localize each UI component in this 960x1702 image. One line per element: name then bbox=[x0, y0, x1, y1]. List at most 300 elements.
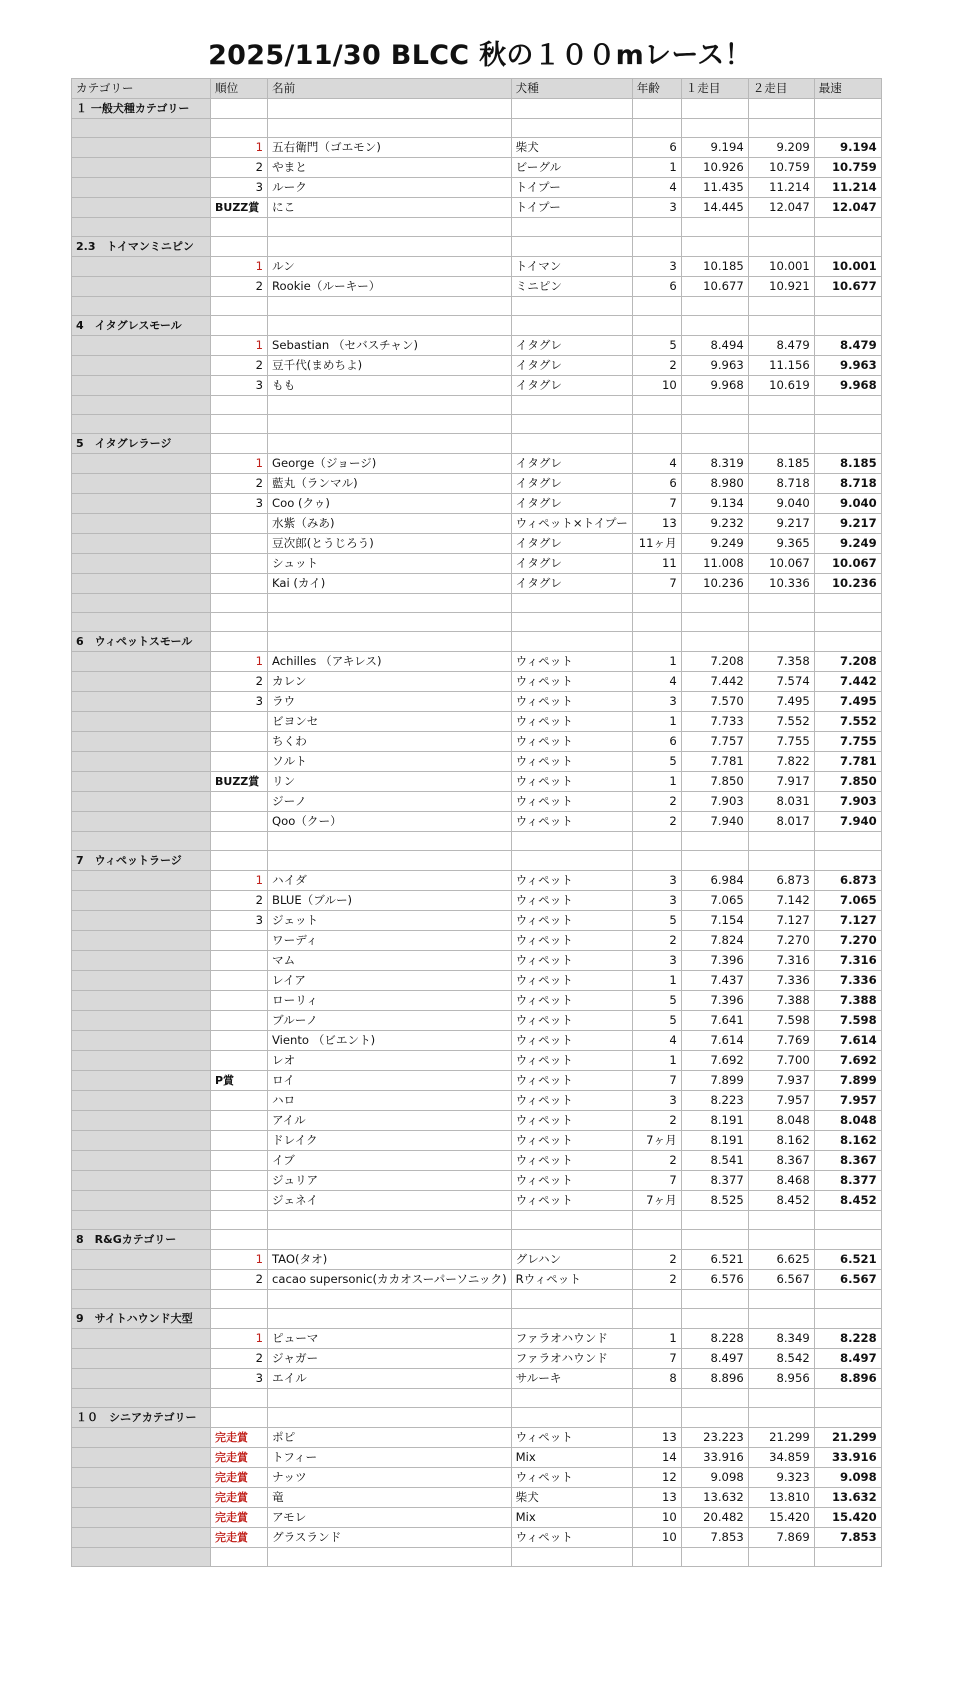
cell-category bbox=[72, 752, 211, 772]
cell-name bbox=[268, 613, 512, 632]
cell-breed: イタグレ bbox=[511, 376, 632, 396]
cell-rank bbox=[211, 1290, 268, 1309]
cell-category bbox=[72, 1131, 211, 1151]
cell-breed: イタグレ bbox=[511, 554, 632, 574]
cell-rank: 2 bbox=[211, 356, 268, 376]
cell-best bbox=[814, 832, 881, 851]
cell-category bbox=[72, 792, 211, 812]
cell-name: TAO(タオ) bbox=[268, 1250, 512, 1270]
cell-rank bbox=[211, 632, 268, 652]
cell-age: 3 bbox=[632, 871, 681, 891]
cell-run1 bbox=[681, 1290, 748, 1309]
cell-age: 1 bbox=[632, 652, 681, 672]
cell-age: 2 bbox=[632, 1111, 681, 1131]
cell-rank bbox=[211, 712, 268, 732]
cell-rank bbox=[211, 574, 268, 594]
cell-rank: 1 bbox=[211, 257, 268, 277]
cell-name: ジュリア bbox=[268, 1171, 512, 1191]
cell-run2: 10.921 bbox=[748, 277, 814, 297]
cell-best: 7.316 bbox=[814, 951, 881, 971]
cell-run2 bbox=[748, 218, 814, 237]
cell-best bbox=[814, 632, 881, 652]
cell-rank bbox=[211, 1031, 268, 1051]
cell-age: 1 bbox=[632, 971, 681, 991]
cell-best: 7.442 bbox=[814, 672, 881, 692]
cell-breed: ウィペット bbox=[511, 792, 632, 812]
cell-rank: 2 bbox=[211, 1349, 268, 1369]
cell-rank bbox=[211, 1389, 268, 1408]
cell-category bbox=[72, 1270, 211, 1290]
cell-category bbox=[72, 613, 211, 632]
cell-category bbox=[72, 336, 211, 356]
cell-run2: 7.552 bbox=[748, 712, 814, 732]
table-row bbox=[72, 336, 882, 356]
cell-run2: 6.873 bbox=[748, 871, 814, 891]
cell-breed bbox=[511, 434, 632, 454]
cell-name: BLUE（ブルー) bbox=[268, 891, 512, 911]
cell-run1: 11.008 bbox=[681, 554, 748, 574]
cell-run1: 7.570 bbox=[681, 692, 748, 712]
cell-best: 8.377 bbox=[814, 1171, 881, 1191]
cell-run2: 8.479 bbox=[748, 336, 814, 356]
header-name: 名前 bbox=[268, 79, 512, 99]
table-row bbox=[72, 514, 882, 534]
table-row bbox=[72, 1468, 882, 1488]
table-row bbox=[72, 138, 882, 158]
cell-best bbox=[814, 851, 881, 871]
cell-run1: 23.223 bbox=[681, 1428, 748, 1448]
cell-run1 bbox=[681, 1548, 748, 1567]
empty-row bbox=[72, 832, 882, 851]
empty-row bbox=[72, 1290, 882, 1309]
cell-name: ビヨンセ bbox=[268, 712, 512, 732]
cell-category bbox=[72, 554, 211, 574]
cell-name: ソルト bbox=[268, 752, 512, 772]
cell-category bbox=[72, 277, 211, 297]
cell-run2 bbox=[748, 1211, 814, 1230]
cell-rank bbox=[211, 1191, 268, 1211]
cell-category bbox=[72, 218, 211, 237]
cell-run1: 7.824 bbox=[681, 931, 748, 951]
cell-category bbox=[72, 891, 211, 911]
category-row bbox=[72, 632, 882, 652]
cell-rank: 3 bbox=[211, 376, 268, 396]
cell-name bbox=[268, 218, 512, 237]
cell-run2: 10.001 bbox=[748, 257, 814, 277]
cell-run1 bbox=[681, 1211, 748, 1230]
cell-run1 bbox=[681, 237, 748, 257]
cell-rank bbox=[211, 534, 268, 554]
table-row bbox=[72, 891, 882, 911]
cell-rank: 1 bbox=[211, 454, 268, 474]
cell-run1: 7.396 bbox=[681, 951, 748, 971]
cell-age bbox=[632, 1408, 681, 1428]
cell-best: 9.098 bbox=[814, 1468, 881, 1488]
cell-run2: 8.162 bbox=[748, 1131, 814, 1151]
table-row bbox=[72, 991, 882, 1011]
cell-best: 7.850 bbox=[814, 772, 881, 792]
table-row bbox=[72, 951, 882, 971]
cell-breed: ウィペット bbox=[511, 712, 632, 732]
cell-breed bbox=[511, 851, 632, 871]
empty-row bbox=[72, 1548, 882, 1567]
table-row bbox=[72, 1250, 882, 1270]
cell-name bbox=[268, 99, 512, 119]
cell-rank: P賞 bbox=[211, 1071, 268, 1091]
cell-category bbox=[72, 1548, 211, 1567]
cell-run2 bbox=[748, 434, 814, 454]
cell-category bbox=[72, 396, 211, 415]
cell-name: レイア bbox=[268, 971, 512, 991]
table-row bbox=[72, 871, 882, 891]
cell-age: 2 bbox=[632, 1250, 681, 1270]
cell-rank bbox=[211, 1211, 268, 1230]
cell-name: ワーディ bbox=[268, 931, 512, 951]
category-row bbox=[72, 1230, 882, 1250]
cell-age bbox=[632, 237, 681, 257]
cell-run1: 7.396 bbox=[681, 991, 748, 1011]
table-row bbox=[72, 772, 882, 792]
cell-run2: 8.718 bbox=[748, 474, 814, 494]
table-row bbox=[72, 812, 882, 832]
table-row bbox=[72, 1349, 882, 1369]
cell-category bbox=[72, 1448, 211, 1468]
cell-run2: 7.957 bbox=[748, 1091, 814, 1111]
cell-run1 bbox=[681, 613, 748, 632]
cell-run2: 7.336 bbox=[748, 971, 814, 991]
cell-breed: ウィペット bbox=[511, 951, 632, 971]
cell-category bbox=[72, 1171, 211, 1191]
category-row bbox=[72, 99, 882, 119]
cell-rank bbox=[211, 991, 268, 1011]
cell-run2 bbox=[748, 297, 814, 316]
cell-breed bbox=[511, 316, 632, 336]
cell-run2: 9.323 bbox=[748, 1468, 814, 1488]
cell-age bbox=[632, 415, 681, 434]
cell-category bbox=[72, 812, 211, 832]
cell-rank: 2 bbox=[211, 474, 268, 494]
cell-best: 7.692 bbox=[814, 1051, 881, 1071]
empty-row bbox=[72, 396, 882, 415]
cell-rank: 2 bbox=[211, 277, 268, 297]
cell-run2: 7.869 bbox=[748, 1528, 814, 1548]
cell-rank: 2 bbox=[211, 672, 268, 692]
cell-best bbox=[814, 434, 881, 454]
cell-run2 bbox=[748, 594, 814, 613]
cell-name: もも bbox=[268, 376, 512, 396]
cell-name bbox=[268, 632, 512, 652]
table-row bbox=[72, 1091, 882, 1111]
table-row bbox=[72, 1528, 882, 1548]
cell-run2 bbox=[748, 832, 814, 851]
cell-best: 15.420 bbox=[814, 1508, 881, 1528]
cell-rank: 1 bbox=[211, 138, 268, 158]
cell-category: 2.3 トイマンミニピン bbox=[72, 237, 211, 257]
cell-breed: ビーグル bbox=[511, 158, 632, 178]
cell-run1: 7.781 bbox=[681, 752, 748, 772]
cell-best: 9.963 bbox=[814, 356, 881, 376]
cell-rank bbox=[211, 792, 268, 812]
cell-best: 9.194 bbox=[814, 138, 881, 158]
cell-run1: 8.497 bbox=[681, 1349, 748, 1369]
cell-name: 豆次郎(とうじろう) bbox=[268, 534, 512, 554]
cell-run2: 11.156 bbox=[748, 356, 814, 376]
cell-rank: 1 bbox=[211, 336, 268, 356]
cell-age: 6 bbox=[632, 474, 681, 494]
cell-age: 3 bbox=[632, 257, 681, 277]
header-category: カテゴリー bbox=[72, 79, 211, 99]
cell-name: ルン bbox=[268, 257, 512, 277]
cell-age: 3 bbox=[632, 1091, 681, 1111]
cell-best bbox=[814, 1230, 881, 1250]
cell-run2: 7.388 bbox=[748, 991, 814, 1011]
cell-breed: Mix bbox=[511, 1508, 632, 1528]
cell-category bbox=[72, 514, 211, 534]
cell-category bbox=[72, 158, 211, 178]
cell-run1: 10.926 bbox=[681, 158, 748, 178]
cell-name: ブルーノ bbox=[268, 1011, 512, 1031]
cell-age: 10 bbox=[632, 376, 681, 396]
cell-breed: トイプー bbox=[511, 178, 632, 198]
cell-age bbox=[632, 632, 681, 652]
cell-name bbox=[268, 1290, 512, 1309]
cell-name: George（ジョージ) bbox=[268, 454, 512, 474]
header-run1: １走目 bbox=[681, 79, 748, 99]
cell-run2: 21.299 bbox=[748, 1428, 814, 1448]
cell-run1: 20.482 bbox=[681, 1508, 748, 1528]
cell-best: 6.873 bbox=[814, 871, 881, 891]
cell-age: 7 bbox=[632, 1349, 681, 1369]
cell-run2: 34.859 bbox=[748, 1448, 814, 1468]
category-row bbox=[72, 434, 882, 454]
cell-run2: 15.420 bbox=[748, 1508, 814, 1528]
table-row bbox=[72, 356, 882, 376]
cell-name: カレン bbox=[268, 672, 512, 692]
cell-rank bbox=[211, 396, 268, 415]
cell-run2: 7.142 bbox=[748, 891, 814, 911]
cell-rank: 1 bbox=[211, 652, 268, 672]
cell-breed: ウィペット bbox=[511, 672, 632, 692]
cell-name: ドレイク bbox=[268, 1131, 512, 1151]
cell-rank bbox=[211, 1309, 268, 1329]
cell-run1: 8.377 bbox=[681, 1171, 748, 1191]
table-row bbox=[72, 732, 882, 752]
cell-category bbox=[72, 732, 211, 752]
table-body bbox=[72, 99, 882, 1567]
cell-breed: ウィペット bbox=[511, 991, 632, 1011]
cell-name bbox=[268, 396, 512, 415]
header-age: 年齢 bbox=[632, 79, 681, 99]
cell-category bbox=[72, 1428, 211, 1448]
cell-breed: ファラオハウンド bbox=[511, 1329, 632, 1349]
cell-rank bbox=[211, 812, 268, 832]
cell-run2: 7.495 bbox=[748, 692, 814, 712]
cell-name: ジェット bbox=[268, 911, 512, 931]
table-row bbox=[72, 534, 882, 554]
cell-rank bbox=[211, 613, 268, 632]
table-row bbox=[72, 1369, 882, 1389]
cell-rank: 完走賞 bbox=[211, 1448, 268, 1468]
cell-category bbox=[72, 376, 211, 396]
cell-rank: 2 bbox=[211, 1270, 268, 1290]
table-row bbox=[72, 554, 882, 574]
cell-breed bbox=[511, 99, 632, 119]
cell-name bbox=[268, 119, 512, 138]
cell-rank: 2 bbox=[211, 158, 268, 178]
cell-run1: 13.632 bbox=[681, 1488, 748, 1508]
cell-breed bbox=[511, 832, 632, 851]
category-row bbox=[72, 316, 882, 336]
cell-best bbox=[814, 396, 881, 415]
category-row bbox=[72, 237, 882, 257]
cell-run2 bbox=[748, 1309, 814, 1329]
cell-age: 1 bbox=[632, 1329, 681, 1349]
cell-category bbox=[72, 1071, 211, 1091]
empty-row bbox=[72, 1211, 882, 1230]
cell-name: ジェネイ bbox=[268, 1191, 512, 1211]
cell-run1: 9.963 bbox=[681, 356, 748, 376]
cell-run2: 10.619 bbox=[748, 376, 814, 396]
table-row bbox=[72, 1051, 882, 1071]
cell-best: 7.899 bbox=[814, 1071, 881, 1091]
cell-run1 bbox=[681, 832, 748, 851]
cell-name: アモレ bbox=[268, 1508, 512, 1528]
cell-name bbox=[268, 594, 512, 613]
cell-run1: 7.614 bbox=[681, 1031, 748, 1051]
cell-rank bbox=[211, 971, 268, 991]
cell-run2 bbox=[748, 396, 814, 415]
cell-category bbox=[72, 198, 211, 218]
cell-breed: Mix bbox=[511, 1448, 632, 1468]
cell-rank: BUZZ賞 bbox=[211, 198, 268, 218]
cell-age: 10 bbox=[632, 1508, 681, 1528]
cell-category bbox=[72, 1528, 211, 1548]
cell-best: 7.208 bbox=[814, 652, 881, 672]
cell-run2: 7.700 bbox=[748, 1051, 814, 1071]
cell-name bbox=[268, 434, 512, 454]
cell-age: 3 bbox=[632, 891, 681, 911]
cell-breed bbox=[511, 594, 632, 613]
cell-rank: 完走賞 bbox=[211, 1528, 268, 1548]
cell-age: 3 bbox=[632, 692, 681, 712]
category-row bbox=[72, 1309, 882, 1329]
cell-rank bbox=[211, 119, 268, 138]
cell-best: 10.759 bbox=[814, 158, 881, 178]
cell-rank bbox=[211, 415, 268, 434]
cell-name: ローリィ bbox=[268, 991, 512, 1011]
cell-breed: ウィペット bbox=[511, 752, 632, 772]
cell-category bbox=[72, 257, 211, 277]
cell-run1: 7.757 bbox=[681, 732, 748, 752]
cell-category bbox=[72, 297, 211, 316]
cell-age: 7 bbox=[632, 1171, 681, 1191]
cell-best: 7.127 bbox=[814, 911, 881, 931]
cell-age: 4 bbox=[632, 178, 681, 198]
cell-name bbox=[268, 1211, 512, 1230]
cell-run1: 6.576 bbox=[681, 1270, 748, 1290]
cell-age bbox=[632, 613, 681, 632]
cell-name: 水紫（みあ) bbox=[268, 514, 512, 534]
cell-best: 7.614 bbox=[814, 1031, 881, 1051]
cell-run1: 11.435 bbox=[681, 178, 748, 198]
cell-breed: トイマン bbox=[511, 257, 632, 277]
table-row bbox=[72, 672, 882, 692]
cell-run1 bbox=[681, 119, 748, 138]
cell-category bbox=[72, 138, 211, 158]
cell-run2: 8.349 bbox=[748, 1329, 814, 1349]
table-row bbox=[72, 1151, 882, 1171]
cell-run1: 33.916 bbox=[681, 1448, 748, 1468]
cell-age: 14 bbox=[632, 1448, 681, 1468]
cell-best: 8.228 bbox=[814, 1329, 881, 1349]
cell-category bbox=[72, 1051, 211, 1071]
cell-run1: 8.896 bbox=[681, 1369, 748, 1389]
cell-best bbox=[814, 237, 881, 257]
cell-rank bbox=[211, 1131, 268, 1151]
cell-run1 bbox=[681, 218, 748, 237]
cell-run1: 14.445 bbox=[681, 198, 748, 218]
cell-age: 5 bbox=[632, 991, 681, 1011]
table-row bbox=[72, 574, 882, 594]
cell-breed: ウィペット bbox=[511, 1071, 632, 1091]
cell-best: 8.479 bbox=[814, 336, 881, 356]
cell-run2 bbox=[748, 1290, 814, 1309]
cell-run1: 7.154 bbox=[681, 911, 748, 931]
cell-best: 7.940 bbox=[814, 812, 881, 832]
cell-category bbox=[72, 911, 211, 931]
header-run2: ２走目 bbox=[748, 79, 814, 99]
cell-run1: 8.980 bbox=[681, 474, 748, 494]
cell-age: 5 bbox=[632, 336, 681, 356]
cell-run1: 9.098 bbox=[681, 1468, 748, 1488]
cell-breed bbox=[511, 1211, 632, 1230]
cell-breed: ウィペット bbox=[511, 911, 632, 931]
cell-breed: ウィペット bbox=[511, 931, 632, 951]
table-row bbox=[72, 1111, 882, 1131]
cell-age: 2 bbox=[632, 812, 681, 832]
cell-age: 2 bbox=[632, 792, 681, 812]
cell-best bbox=[814, 99, 881, 119]
page-title: 2025/11/30 BLCC 秋の１００mレース！ bbox=[208, 40, 752, 71]
cell-best: 8.048 bbox=[814, 1111, 881, 1131]
header-breed: 犬種 bbox=[511, 79, 632, 99]
cell-rank bbox=[211, 237, 268, 257]
cell-run1 bbox=[681, 594, 748, 613]
cell-rank: 完走賞 bbox=[211, 1468, 268, 1488]
cell-age bbox=[632, 1389, 681, 1408]
cell-run1 bbox=[681, 1389, 748, 1408]
cell-age bbox=[632, 1548, 681, 1567]
cell-best bbox=[814, 613, 881, 632]
cell-breed: ウィペット bbox=[511, 1111, 632, 1131]
cell-run2: 9.209 bbox=[748, 138, 814, 158]
cell-best: 7.755 bbox=[814, 732, 881, 752]
cell-run1: 7.940 bbox=[681, 812, 748, 832]
cell-run1 bbox=[681, 99, 748, 119]
cell-category: 5 イタグレラージ bbox=[72, 434, 211, 454]
cell-run2: 7.769 bbox=[748, 1031, 814, 1051]
cell-breed: ウィペット bbox=[511, 1171, 632, 1191]
cell-age: 11 bbox=[632, 554, 681, 574]
cell-age: 13 bbox=[632, 1488, 681, 1508]
cell-age: 10 bbox=[632, 1528, 681, 1548]
cell-breed: グレハン bbox=[511, 1250, 632, 1270]
cell-rank bbox=[211, 1230, 268, 1250]
cell-category: 4 イタグレスモール bbox=[72, 316, 211, 336]
cell-category bbox=[72, 1091, 211, 1111]
cell-age: 8 bbox=[632, 1369, 681, 1389]
cell-run2 bbox=[748, 99, 814, 119]
